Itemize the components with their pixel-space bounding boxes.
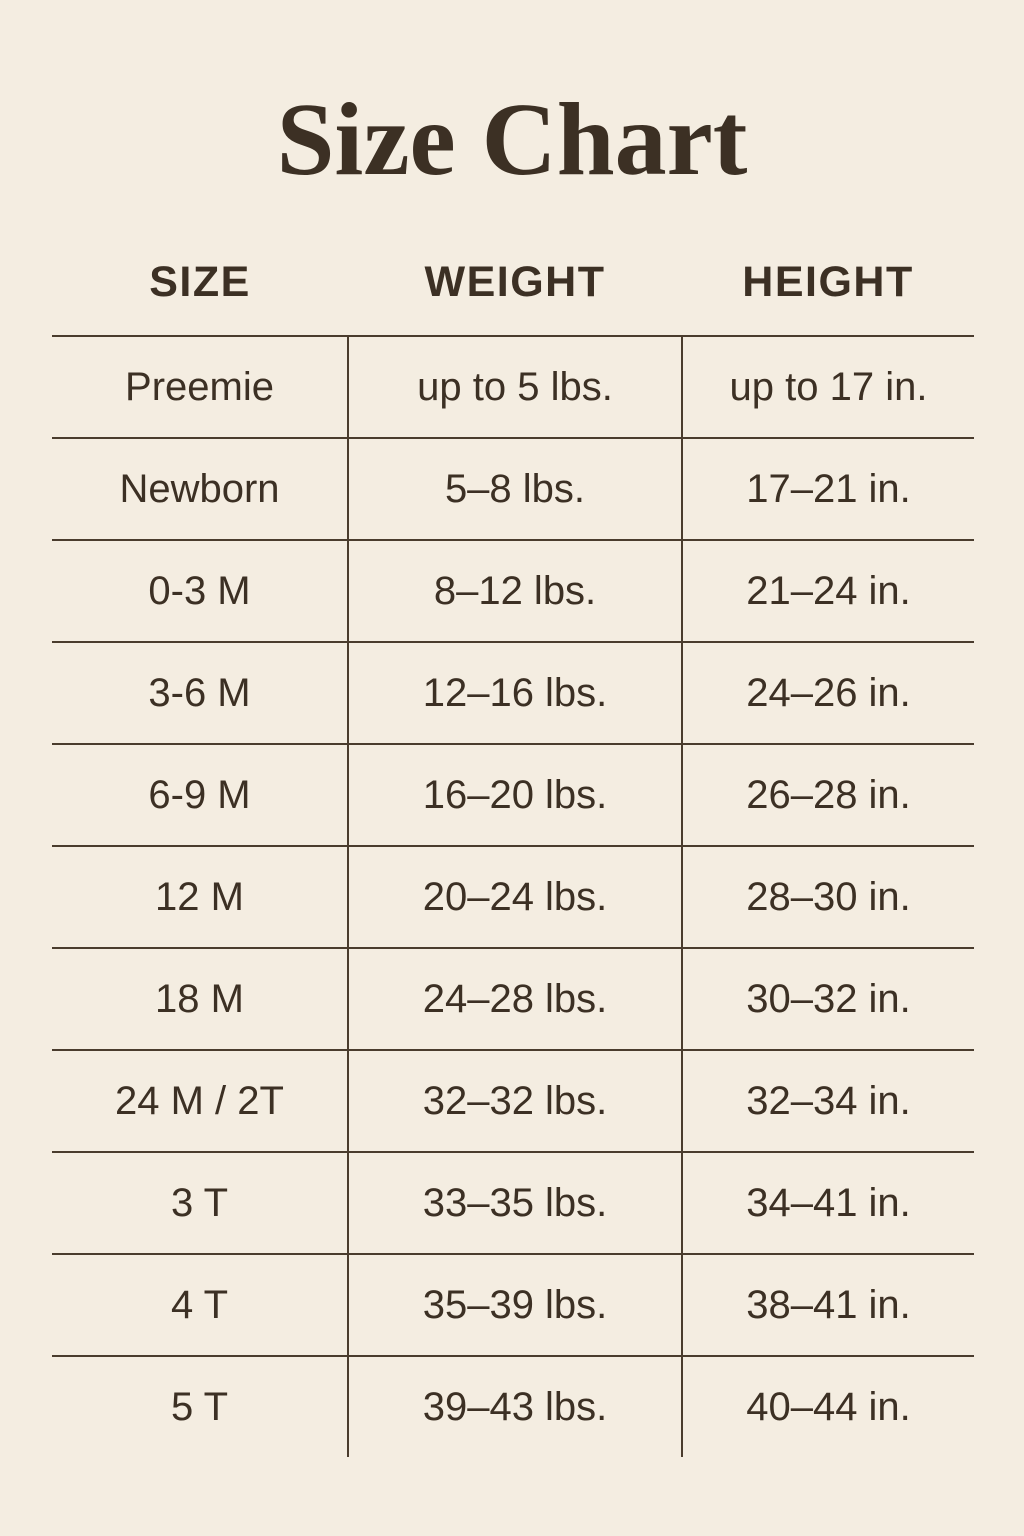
table-header — [52, 258, 974, 336]
size-chart-table — [52, 258, 974, 1457]
table-body — [52, 336, 974, 1457]
cell-weight: 32–32 lbs. — [348, 1050, 682, 1152]
table-row — [52, 642, 974, 744]
cell-size: 0-3 M — [52, 540, 348, 642]
cell-size: 18 M — [52, 948, 348, 1050]
cell-height: 40–44 in. — [682, 1356, 974, 1457]
cell-height: up to 17 in. — [682, 336, 974, 438]
cell-height: 26–28 in. — [682, 744, 974, 846]
table-row — [52, 438, 974, 540]
table-row — [52, 846, 974, 948]
table-row — [52, 1356, 974, 1457]
table-row — [52, 744, 974, 846]
cell-weight: 16–20 lbs. — [348, 744, 682, 846]
cell-height: 32–34 in. — [682, 1050, 974, 1152]
cell-weight: up to 5 lbs. — [348, 336, 682, 438]
table-row — [52, 540, 974, 642]
cell-weight: 33–35 lbs. — [348, 1152, 682, 1254]
cell-height: 28–30 in. — [682, 846, 974, 948]
cell-height: 38–41 in. — [682, 1254, 974, 1356]
cell-weight: 8–12 lbs. — [348, 540, 682, 642]
cell-height: 21–24 in. — [682, 540, 974, 642]
size-chart-table-wrapper — [52, 258, 972, 1457]
cell-weight: 20–24 lbs. — [348, 846, 682, 948]
cell-weight: 12–16 lbs. — [348, 642, 682, 744]
cell-weight: 39–43 lbs. — [348, 1356, 682, 1457]
cell-size: 4 T — [52, 1254, 348, 1356]
cell-height: 17–21 in. — [682, 438, 974, 540]
cell-weight: 24–28 lbs. — [348, 948, 682, 1050]
table-header-row — [52, 258, 974, 336]
cell-height: 24–26 in. — [682, 642, 974, 744]
table-row — [52, 948, 974, 1050]
page-title: Size Chart — [276, 82, 748, 197]
cell-weight: 35–39 lbs. — [348, 1254, 682, 1356]
cell-size: 12 M — [52, 846, 348, 948]
cell-size: 3 T — [52, 1152, 348, 1254]
column-header-height: HEIGHT — [742, 258, 914, 306]
cell-size: Newborn — [52, 438, 348, 540]
cell-size: 3-6 M — [52, 642, 348, 744]
cell-size: 6-9 M — [52, 744, 348, 846]
table-row — [52, 1152, 974, 1254]
cell-height: 34–41 in. — [682, 1152, 974, 1254]
cell-size: 5 T — [52, 1356, 348, 1457]
cell-height: 30–32 in. — [682, 948, 974, 1050]
column-header-size: SIZE — [149, 258, 251, 306]
cell-size: 24 M / 2T — [52, 1050, 348, 1152]
table-row — [52, 1254, 974, 1356]
table-row — [52, 336, 974, 438]
cell-weight: 5–8 lbs. — [348, 438, 682, 540]
table-row — [52, 1050, 974, 1152]
column-header-weight: WEIGHT — [424, 258, 606, 306]
cell-size: Preemie — [52, 336, 348, 438]
